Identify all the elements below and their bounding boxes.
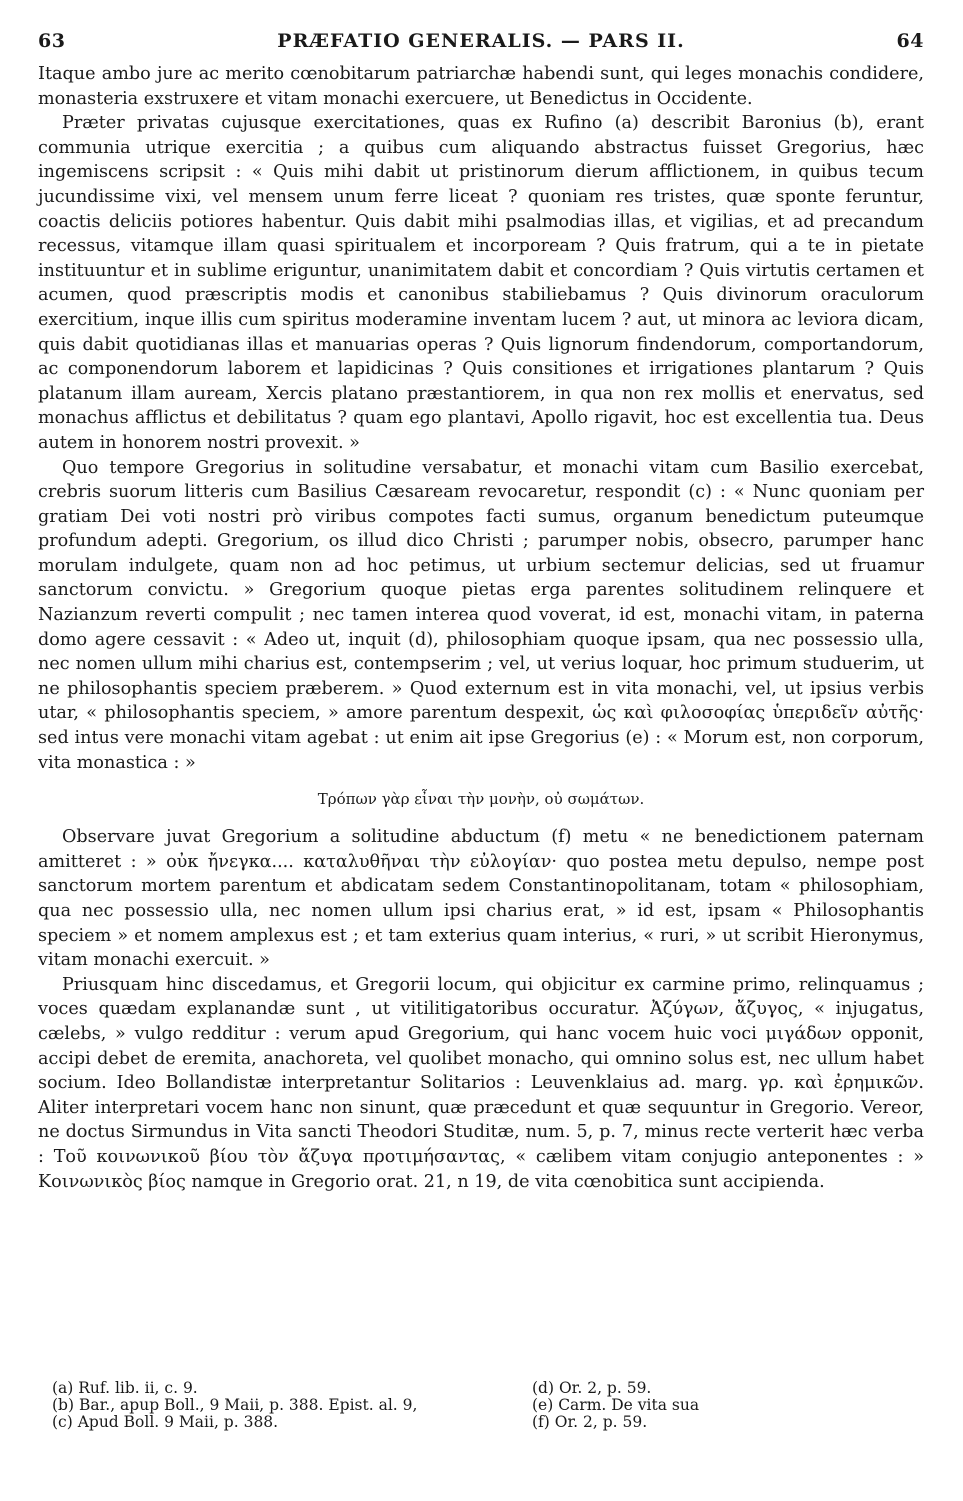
greek-verse: Τρόπων γὰρ εἶναι τὴν μονὴν, οὐ σωμάτων. bbox=[317, 790, 645, 809]
footnote: (b) Bar., apup Boll., 9 Maii, p. 388. Epist. al. 9, bbox=[52, 1396, 418, 1414]
running-header bbox=[38, 30, 924, 62]
footnote: (a) Ruf. lib. ii, c. 9. bbox=[52, 1379, 198, 1397]
footnotes-left-column bbox=[52, 1380, 492, 1431]
right-page-number: 64 bbox=[896, 30, 924, 52]
footnote: (c) Apud Boll. 9 Maii, p. 388. bbox=[52, 1413, 279, 1431]
running-title: PRÆFATIO GENERALIS. — PARS II. bbox=[277, 30, 685, 52]
paragraph: Observare juvat Gregorium a solitudine abductum (f) metu « ne benedictionem paternam amitteret : » οὐκ ἤνεγκα.... καταλυθῆναι τὴν εὐλογίαν· quo postea metu depulso, nempe post sanctorum mortem parentum et abdicatam sedem Constantinopolitanam, totam « philosophiam, qua nec possessio ulla, nec nomen ullum ipsi charius erat, » id est, ipsam « Philosophantis speciem » et nomem amplexus est ; et tam exterius quam interius, « ruri, » ut scribit Hieronymus, vitam monachi exercuit. » bbox=[38, 827, 924, 971]
footnotes bbox=[52, 1380, 852, 1431]
paragraph: Quo tempore Gregorius in solitudine versabatur, et monachi vitam cum Basilio exercebat, crebris suorum litteris cum Basilius Cæsaream revocaretur, respondit (c) : « Nunc quoniam per gratiam Dei voti nostri prò viribus compotes facti sumus, organum benedictum puteumque profundum adepti. Gregorium, os illud dico Christi ; parumper nobis, obsecro, parumper hanc morulam indulgete, quam non ad hoc petimus, ut urbium sectemur delicias, sed ut fruamur sanctorum convictu. » Gregorium quoque pietas erga parentes solitudinem relinquere et Nazianzum reverti compulit ; nec tamen interea quod voverat, id est, monachi vitam, in paterna domo agere cessavit : « Adeo ut, inquit (d), philosophiam quoque ipsam, qua nec possessio ulla, nec nomen ullum mihi charius est, contempserim ; vel, ut verius loquar, hoc primum studuerim, ut ne philosophantis speciem præberem. » Quod externum est in vita monachi, vel, ut ipsius verbis utar, « philosophantis speciem, » amore parentum despexit, ὡς καὶ φιλοσοφίας ὑπεριδεῖν αὐτῆς· sed intus vere monachi vitam agebat : ut enim ait ipse Gregorius (e) : « Morum est, non corporum, vita monastica : » bbox=[38, 457, 924, 773]
left-page-number: 63 bbox=[38, 30, 66, 52]
paragraph: Itaque ambo jure ac merito cœnobitarum patriarchæ habendi sunt, qui leges monachis condidere, monasteria exstruxere et vitam monachi exercuere, ut Benedictus in Occidente. bbox=[38, 64, 924, 109]
footnotes-right-column bbox=[532, 1380, 832, 1431]
footnote: (f) Or. 2, p. 59. bbox=[532, 1413, 648, 1431]
paragraph: Priusquam hinc discedamus, et Gregorii locum, qui objicitur ex carmine primo, relinquamus ; voces quædam explanandæ sunt , ut vitilitigatoribus occuratur. Ἀζύγων, ἄζυγος, « injugatus, cælebs, » vulgo redditur : verum apud Gregorium, qui hanc vocem huic voci μιγάδων opponit, accipi debet de eremita, anachoreta, vel quolibet monacho, qui omnino solus est, nec ullum habet socium. Ideo Bollandistæ interpretantur Solitarios : Leuvenklaius ad. marg. γρ. καὶ ἐρημικῶν. Aliter interpretari vocem hanc non sinunt, quæ præcedunt et quæ sequuntur in Gregorio. Vereor, ne doctus Sirmundus in Vita sancti Theodori Studitæ, num. 5, p. 7, minus recte verterit hæc verba : Τοῦ κοινωνικοῦ βίου τὸν ἄζυγα προτιμήσαντας, « cælibem vitam conjugio anteponentes : » Κοινωνικὸς βίος namque in Gregorio orat. 21, n 19, de vita cœnobitica sunt accipienda. bbox=[38, 974, 924, 1192]
page bbox=[38, 30, 924, 1194]
paragraph: Præter privatas cujusque exercitationes, quas ex Rufino (a) describit Baronius (b), erant communia utrique exercitia ; a quibus cum aliquando abstractus fuisset Gregorius, hæc ingemiscens scripsit : « Quis mihi dabit ut pristinorum dierum afflictionem, in quibus tecum jucundissime vixi, vel mensem unum ferre liceat ? quoniam res tristes, quæ sponte feruntur, coactis deliciis potiores habentur. Quis dabit mihi psalmodias illas, et vigilias, et ad precandum recessus, vitamque illam quasi spiritualem et incorpoream ? Quis fratrum, qui a te in pietate instituuntur et in sublime eriguntur, unanimitatem dabit et concordiam ? Quis virtutis certamen et acumen, quod præscriptis modis et canonibus stabiliebamus ? Quis divinorum oraculorum exercitium, inque illis cum spiritus moderamine inventam lucem ? aut, ut minora ac leviora dicam, quis dabit quotidianas illas et manuarias operas ? Quis lignorum findendorum, comportandorum, ac componendorum laborem et lapidicinas ? Quis consitiones et irrigationes plantarum ? Quis platanum illam auream, Xercis platano præstantiorem, in qua non rex mollis et enervatus, sed monachus afflictus et debilitatus ? quam ego plantavi, Apollo rigavit, hoc est excellentia tua. Deus autem in honorem nostri provexit. » bbox=[38, 113, 924, 453]
footnote: (e) Carm. De vita sua bbox=[532, 1396, 700, 1414]
main-text bbox=[38, 62, 924, 1194]
footnote: (d) Or. 2, p. 59. bbox=[532, 1379, 652, 1397]
